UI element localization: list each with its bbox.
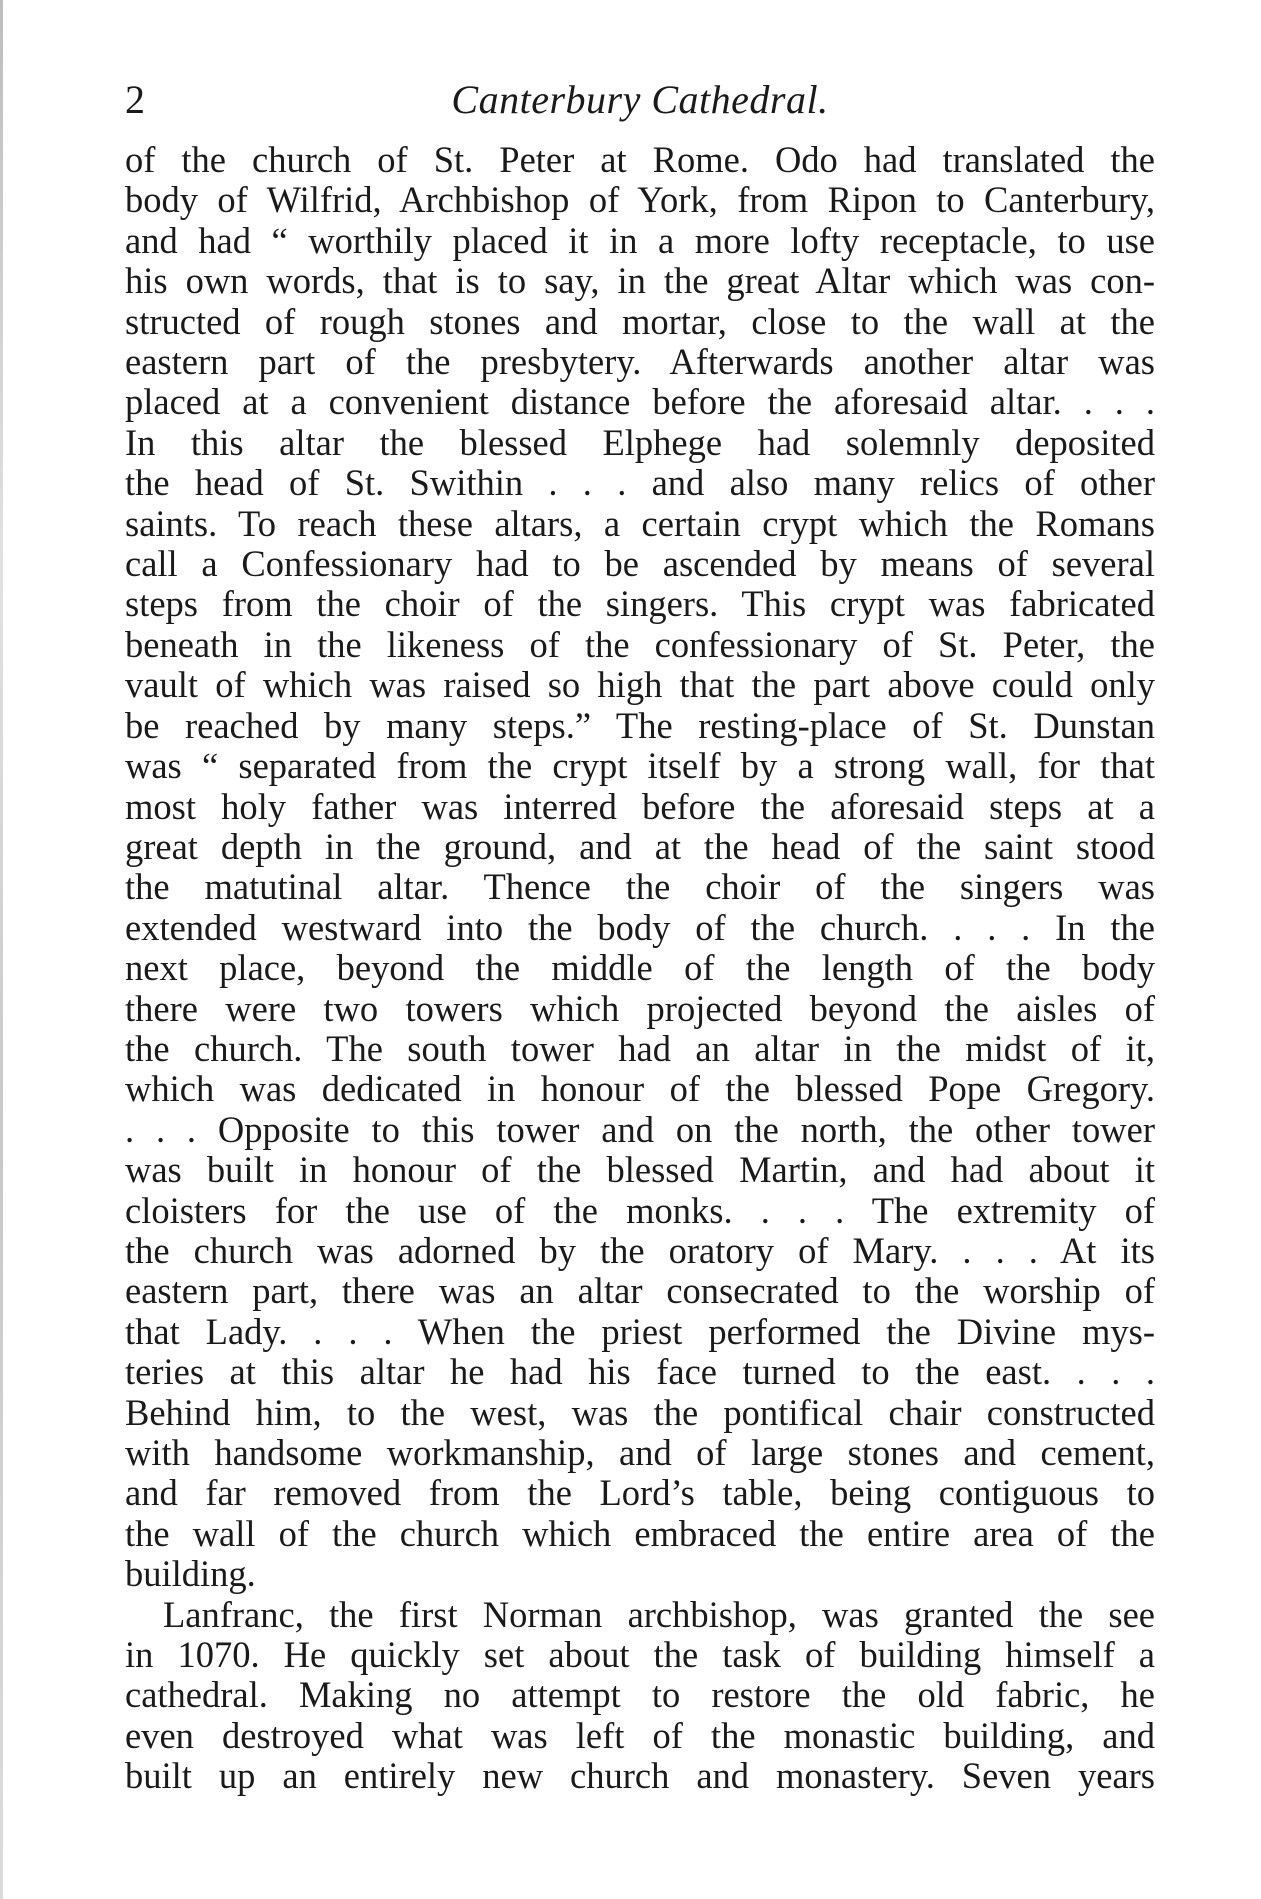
page-number: 2 (125, 77, 145, 122)
text-line: and had “ worthily placed it in a more lofty receptacle, to use (125, 219, 1155, 261)
text-line: vault of which was raised so high that the part above could only (125, 664, 1155, 706)
text-line: was “ separated from the crypt itself by a strong wall, for that (125, 745, 1155, 787)
text-line: the head of St. Swithin . . . and also many relics of other (125, 462, 1155, 504)
page-binding-edge (0, 0, 3, 1899)
text-line: next place, beyond the middle of the length of the body (125, 947, 1155, 989)
text-line: cloisters for the use of the monks. . . . The extremity of (125, 1189, 1155, 1231)
text-line: the church. The south tower had an altar in the midst of it, (125, 1027, 1155, 1069)
text-line: eastern part, there was an altar consecrated to the worship of (125, 1270, 1155, 1312)
text-line: be reached by many steps.” The resting-place of St. Dunstan (125, 704, 1155, 746)
text-line: of the church of St. Peter at Rome. Odo had translated the (125, 139, 1155, 180)
text-line: Behind him, to the west, was the pontifical chair constructed (125, 1391, 1155, 1433)
text-line: call a Confessionary had to be ascended by means of several (125, 543, 1155, 585)
text-line: his own words, that is to say, in the great Altar which was con- (125, 260, 1155, 302)
text-line: extended westward into the body of the church. . . . In the (125, 906, 1155, 948)
text-line: which was dedicated in honour of the blessed Pope Gregory. (125, 1068, 1155, 1110)
text-line: . . . Opposite to this tower and on the north, the other tower (125, 1108, 1155, 1150)
text-line: Lanfranc, the first Norman archbishop, was granted the see (163, 1593, 1155, 1635)
text-line: most holy father was interred before the aforesaid steps at a (125, 785, 1155, 827)
text-line: the church was adorned by the oratory of Mary. . . . At its (125, 1229, 1155, 1271)
text-line: structed of rough stones and mortar, close to the wall at the (125, 300, 1155, 342)
text-line: saints. To reach these altars, a certain crypt which the Romans (125, 502, 1155, 544)
running-title: Canterbury Cathedral. (451, 77, 829, 122)
text-line: beneath in the likeness of the confessionary of St. Peter, the (125, 623, 1155, 665)
text-line: cathedral. Making no attempt to restore the old fabric, he (125, 1674, 1155, 1716)
page-header (125, 75, 1155, 125)
text-line: In this altar the blessed Elphege had solemnly deposited (125, 421, 1155, 463)
paragraph-1 (125, 140, 1155, 1595)
text-line: teries at this altar he had his face turned to the east. . . . (125, 1351, 1155, 1393)
text-line: built up an entirely new church and monastery. Seven years (125, 1755, 1155, 1797)
text-line: the wall of the church which embraced the entire area of the (125, 1512, 1155, 1554)
text-line: steps from the choir of the singers. This crypt was fabricated (125, 583, 1155, 625)
text-line: building. (125, 1553, 256, 1595)
text-line: with handsome workmanship, and of large stones and cement, (125, 1432, 1155, 1473)
text-line: placed at a convenient distance before the aforesaid altar. . . . (125, 381, 1155, 423)
text-line: body of Wilfrid, Archbishop of York, from Ripon to Canterbury, (125, 179, 1155, 221)
paragraph-2 (125, 1595, 1155, 1797)
body-text (125, 140, 1155, 1797)
text-line: was built in honour of the blessed Martin, and had about it (125, 1149, 1155, 1191)
text-line: great depth in the ground, and at the head of the saint stood (125, 825, 1155, 867)
text-line: there were two towers which projected beyond the aisles of (125, 987, 1155, 1029)
text-line: and far removed from the Lord’s table, being contiguous to (125, 1472, 1155, 1514)
text-line: in 1070. He quickly set about the task of building himself a (125, 1634, 1155, 1676)
text-line: the matutinal altar. Thence the choir of the singers was (125, 866, 1155, 908)
text-line: that Lady. . . . When the priest performed the Divine mys- (125, 1310, 1155, 1352)
text-line: even destroyed what was left of the monastic building, and (125, 1714, 1155, 1756)
text-line: eastern part of the presbytery. Afterwards another altar was (125, 341, 1155, 383)
